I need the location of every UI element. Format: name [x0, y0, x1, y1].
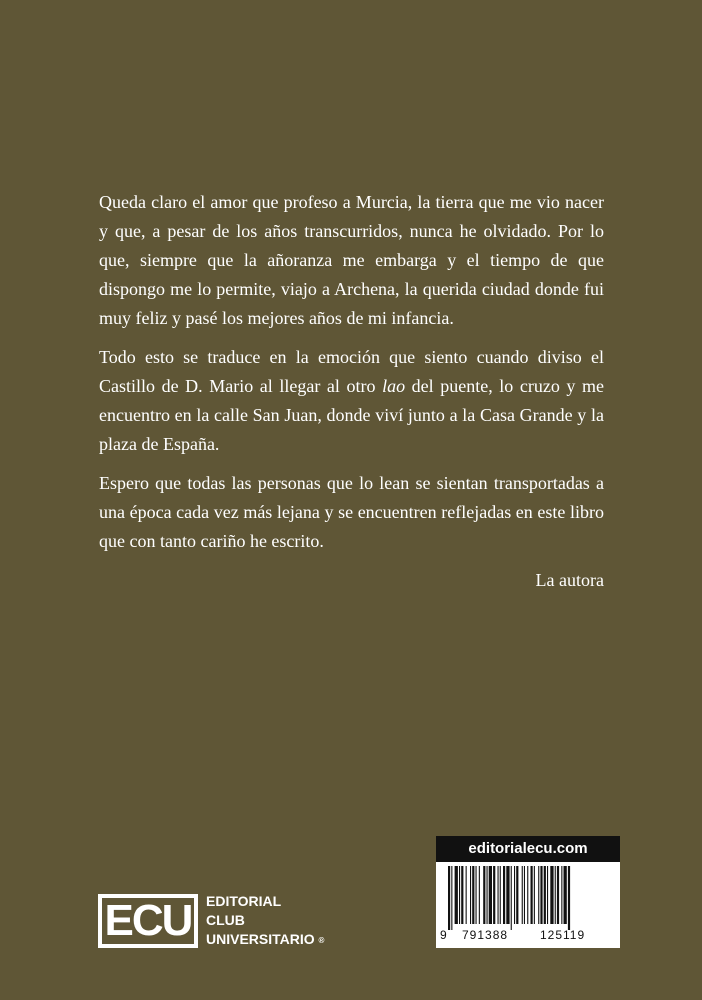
- barcode-panel: [436, 836, 620, 948]
- paragraph-2-part-1: Todo esto se traduce en la emoción que siento cuando diviso el Castillo de D. Mario al llegar al otro: [99, 347, 604, 396]
- publisher-name: [206, 892, 324, 950]
- paragraph-2-part-2: del puente, lo cruzo y me encuentro en la calle San Juan, donde viví junto a la Casa Grande y la plaza de España.: [99, 376, 605, 454]
- paragraph-3: Espero que todas las personas que lo lean se sientan transportadas a una época cada vez más lejana y se encuentren reflejadas en este libro que con tanto cariño he escrito.: [99, 473, 604, 551]
- barcode-digit-first: 9: [440, 928, 447, 942]
- barcode-digits-right: 125119: [540, 928, 586, 942]
- isbn-barcode: [448, 866, 608, 930]
- back-cover-text: [99, 188, 604, 605]
- publisher-name-line-3-text: UNIVERSITARIO: [206, 931, 315, 947]
- registered-mark: ®: [318, 935, 325, 945]
- italic-word-lao: lao: [382, 376, 406, 396]
- publisher-logo: ECU: [98, 894, 198, 948]
- publisher-name-line-3: [206, 930, 324, 950]
- publisher-name-line-1: EDITORIAL: [206, 893, 282, 909]
- paragraph-2: [99, 343, 604, 459]
- barcode-digits-left: 791388: [462, 928, 509, 942]
- signature: La autora: [535, 570, 604, 590]
- publisher-name-line-2: CLUB: [206, 912, 245, 928]
- publisher-website: editorialecu.com: [436, 836, 620, 862]
- paragraph-1: Queda claro el amor que profeso a Murcia, la tierra que me vio nacer y que, a pesar de los años transcurridos, nunca he olvidado. Por lo que, siempre que la añoranza me embarga y el tiempo de que dispongo me lo permite, viajo a Archena, la querida ciudad donde fui muy feliz y pasé los mejores años de mi infancia.: [99, 192, 604, 328]
